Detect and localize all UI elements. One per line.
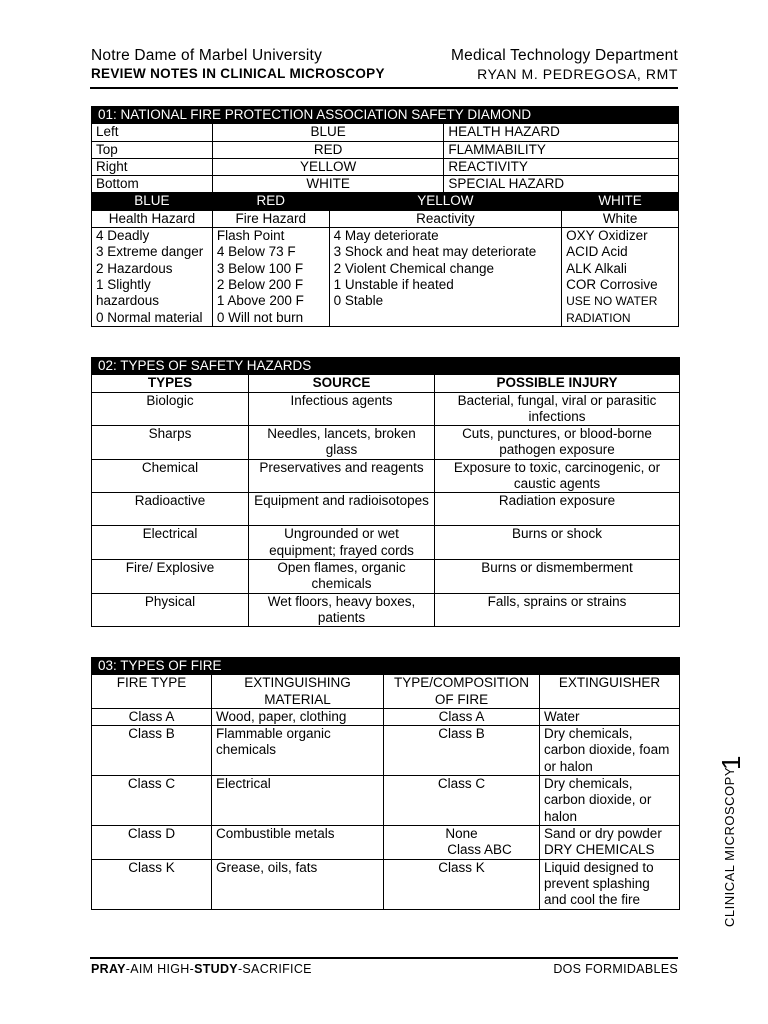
rating-line: 2 Below 200 F [216,276,304,292]
rating-line: 3 Extreme danger [96,244,204,260]
rating-line: 1 Unstable if heated [333,276,454,292]
source-cell: Equipment and radioisotopes [249,493,435,526]
rating-line: 4 May deteriorate [333,228,439,244]
red-ratings [212,228,329,327]
fire-type-cell: Class A [92,708,212,725]
subheader: White [562,210,679,227]
column-header: EXTINGUISHER [540,675,680,709]
extinguisher-cell: Liquid designed to prevent splashing and cool the fire [540,859,680,909]
source-cell: Ungrounded or wet equipment; frayed cords [249,526,435,560]
hazard-cell: HEALTH HAZARD [444,124,679,141]
source-cell: Needles, lancets, broken glass [249,426,435,460]
table-row [92,493,680,526]
safety-hazards-table [91,357,680,627]
composition-cell: Class B [384,726,540,776]
column-header: TYPE/COMPOSITION OF FIRE [384,675,540,709]
type-cell: Electrical [92,526,249,560]
table-row [92,825,680,859]
header-row [92,375,680,392]
composition-cell: Class K [384,859,540,909]
type-cell: Biologic [92,392,249,426]
header-line-2 [91,66,678,81]
source-cell: Preservatives and reagents [249,459,435,493]
table-row [92,426,680,460]
type-cell: Fire/ Explosive [92,559,249,593]
side-subject-label: CLINICAL MICROSCOPY [722,767,737,927]
composition-line: Class ABC [447,842,512,858]
fire-type-cell: Class C [92,776,212,826]
extinguisher-cell: Dry chemicals, carbon dioxide, or halon [540,776,680,826]
rating-line: 4 Below 73 F [216,244,296,260]
rating-line: 2 Violent Chemical change [333,260,494,276]
subheader: Fire Hazard [212,210,329,227]
hazard-cell: SPECIAL HAZARD [444,176,679,193]
fire-type-cell: Class B [92,726,212,776]
rating-line: 4 Deadly [96,228,150,244]
source-cell: Infectious agents [249,392,435,426]
section-title: 02: TYPES OF SAFETY HAZARDS [92,358,680,375]
type-cell: Chemical [92,459,249,493]
rating-line: 0 Will not burn [216,309,304,325]
rating-line: 0 Normal material [96,309,203,325]
color-header-row [92,193,679,210]
department-name: Medical Technology Department [451,47,678,64]
composition-cell: Class C [384,776,540,826]
color-header: BLUE [92,193,213,210]
rating-line: 1 Slightly [96,276,151,292]
material-cell: Flammable organic chemicals [212,726,384,776]
color-header: YELLOW [329,193,562,210]
table-row [92,176,679,193]
table-row [92,141,679,158]
column-header: POSSIBLE INJURY [435,375,680,392]
extinguisher-cell: Dry chemicals, carbon dioxide, foam or halon [540,726,680,776]
injury-cell: Exposure to toxic, carcinogenic, or caustic agents [435,459,680,493]
table-row [92,526,680,560]
table-row [92,124,679,141]
section-title: 01: NATIONAL FIRE PROTECTION ASSOCIATION SAFETY DIAMOND [92,107,679,124]
color-cell: BLUE [212,124,443,141]
material-cell: Electrical [212,776,384,826]
subheader-row [92,210,679,227]
column-header: SOURCE [249,375,435,392]
injury-cell: Bacterial, fungal, viral or parasitic infections [435,392,680,426]
rating-line: 2 Hazardous [96,260,173,276]
table-row [92,859,680,909]
footer-motto [91,962,312,976]
rating-line: 0 Stable [333,293,384,309]
author-name: RYAN M. PEDREGOSA, RMT [477,66,678,82]
subheader: Health Hazard [92,210,213,227]
rating-line: RADIATION [566,310,631,325]
table-row [92,459,680,493]
position-cell: Top [92,141,213,158]
table-row [92,392,680,426]
position-cell: Right [92,158,213,175]
injury-cell: Falls, sprains or strains [435,593,680,627]
table-row [92,708,680,725]
color-cell: WHITE [212,176,443,193]
material-cell: Combustible metals [212,825,384,859]
rating-line: ACID Acid [566,244,628,260]
motto-study: STUDY [194,962,238,976]
composition-cell [384,825,540,859]
fire-type-cell: Class K [92,859,212,909]
motto-pray: PRAY [91,962,126,976]
injury-cell: Burns or shock [435,526,680,560]
document-title: REVIEW NOTES IN CLINICAL MICROSCOPY [91,66,385,81]
composition-cell: Class A [384,708,540,725]
motto-sacrifice: -SACRIFICE [237,962,312,976]
nfpa-diamond-table [91,106,679,327]
university-name: Notre Dame of Marbel University [91,47,323,64]
footer-rule [90,957,678,959]
page-number: 1 [716,755,746,770]
fire-types-table [91,657,680,910]
hazard-cell: FLAMMABILITY [444,141,679,158]
composition-line: None [445,825,478,841]
rating-line: 1 Above 200 F [216,293,304,309]
yellow-ratings [329,228,562,327]
position-cell: Bottom [92,176,213,193]
rating-line: OXY Oxidizer [566,228,648,244]
column-header: FIRE TYPE [92,675,212,709]
color-cell: YELLOW [212,158,443,175]
white-ratings [562,228,679,327]
footer-right-text: DOS FORMIDABLES [553,962,678,976]
table-row [92,158,679,175]
color-header: RED [212,193,329,210]
rating-line: 3 Shock and heat may deteriorate [333,244,537,260]
rating-row [92,228,679,327]
type-cell: Sharps [92,426,249,460]
motto-aim-high: -AIM HIGH- [125,962,195,976]
column-header: EXTINGUISHING MATERIAL [212,675,384,709]
header-rule [90,87,678,89]
rating-line: ALK Alkali [566,260,627,276]
rating-line: hazardous [96,293,160,309]
injury-cell: Cuts, punctures, or blood-borne pathogen exposure [435,426,680,460]
type-cell: Physical [92,593,249,627]
section-title: 03: TYPES OF FIRE [92,658,680,675]
subheader: Reactivity [329,210,562,227]
material-cell: Wood, paper, clothing [212,708,384,725]
table-row [92,559,680,593]
table-row [92,593,680,627]
fire-type-cell: Class D [92,825,212,859]
source-cell: Open flames, organic chemicals [249,559,435,593]
rating-line: USE NO WATER [566,294,658,309]
rating-line: 3 Below 100 F [216,260,304,276]
type-cell: Radioactive [92,493,249,526]
color-cell: RED [212,141,443,158]
material-cell: Grease, oils, fats [212,859,384,909]
column-header: TYPES [92,375,249,392]
injury-cell: Burns or dismemberment [435,559,680,593]
hazard-cell: REACTIVITY [444,158,679,175]
header-line-1 [91,47,678,65]
blue-ratings [92,228,213,327]
extinguisher-line: DRY CHEMICALS [544,842,655,858]
extinguisher-cell [540,825,680,859]
position-cell: Left [92,124,213,141]
rating-line: COR Corrosive [566,276,658,292]
table-row [92,776,680,826]
extinguisher-line: Sand or dry powder [544,825,662,841]
color-header: WHITE [562,193,679,210]
table-row [92,726,680,776]
header-row [92,675,680,709]
extinguisher-cell: Water [540,708,680,725]
injury-cell: Radiation exposure [435,493,680,526]
rating-line: Flash Point [216,228,285,244]
source-cell: Wet floors, heavy boxes, patients [249,593,435,627]
